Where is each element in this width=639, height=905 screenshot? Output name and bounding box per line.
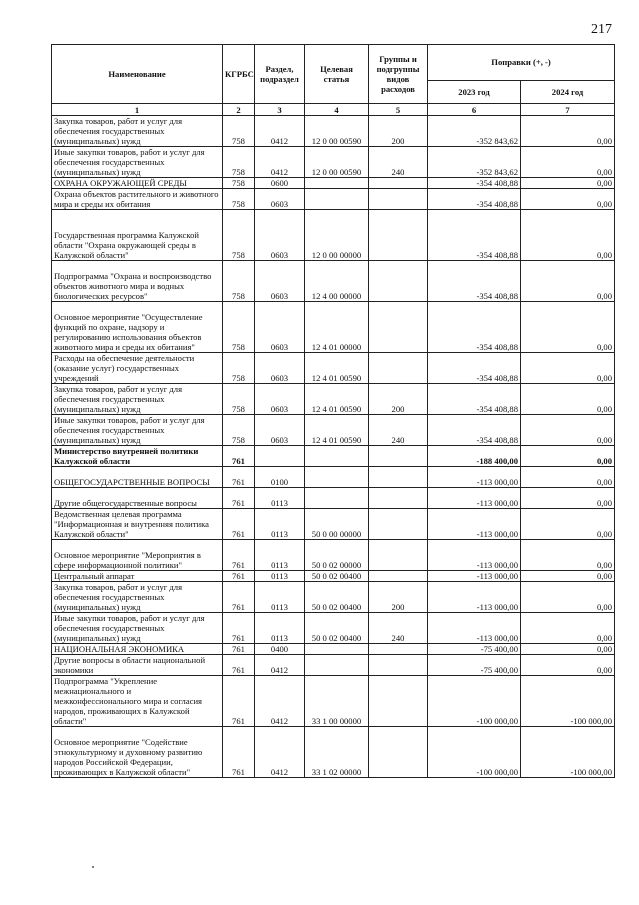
row-target-cell: 33 1 02 00000 [305,727,369,778]
row-kgrbs-cell: 761 [223,655,255,676]
table-row [52,644,615,655]
row-amount-2023-cell: -113 000,00 [428,613,521,644]
row-target-cell: 12 0 00 00590 [305,147,369,178]
row-group-cell [369,353,428,384]
row-amount-2024-cell: 0,00 [521,488,615,509]
table-row [52,655,615,676]
row-amount-2024-cell: -100 000,00 [521,727,615,778]
header-amendments: Поправки (+, -) [428,45,615,81]
page-number: 217 [591,22,612,37]
row-section-cell: 0400 [255,644,305,655]
header-row [52,45,615,81]
row-kgrbs-cell: 761 [223,488,255,509]
row-kgrbs-cell: 761 [223,644,255,655]
row-name-cell: Основное мероприятие "Мероприятия в сфере информационной политики" [52,540,223,571]
row-amount-2023-cell: -352 843,62 [428,147,521,178]
row-group-cell [369,467,428,488]
row-group-cell [369,644,428,655]
row-kgrbs-cell: 758 [223,189,255,210]
row-amount-2024-cell: 0,00 [521,571,615,582]
row-group-cell: 200 [369,384,428,415]
row-kgrbs-cell: 758 [223,384,255,415]
row-name-cell: Подпрограмма "Охрана и воспроизводство объектов животного мира и водных биологических ресурсов" [52,261,223,302]
row-group-cell [369,676,428,727]
table-body [52,116,615,778]
row-amount-2023-cell: -113 000,00 [428,540,521,571]
column-number: 1 [52,104,223,116]
row-amount-2023-cell: -354 408,88 [428,261,521,302]
row-amount-2023-cell: -75 400,00 [428,655,521,676]
row-target-cell [305,655,369,676]
row-group-cell [369,302,428,353]
table-row [52,540,615,571]
row-amount-2024-cell: 0,00 [521,582,615,613]
row-section-cell: 0603 [255,261,305,302]
table-row [52,582,615,613]
table-row [52,467,615,488]
row-kgrbs-cell: 761 [223,613,255,644]
row-amount-2023-cell: -100 000,00 [428,727,521,778]
row-amount-2023-cell: -113 000,00 [428,571,521,582]
row-kgrbs-cell: 758 [223,178,255,189]
row-group-cell [369,509,428,540]
row-amount-2023-cell: -354 408,88 [428,384,521,415]
row-amount-2024-cell: 0,00 [521,467,615,488]
row-section-cell: 0412 [255,116,305,147]
row-amount-2023-cell: -113 000,00 [428,488,521,509]
row-kgrbs-cell: 761 [223,509,255,540]
header-groups: Группы и подгруппы видов расходов [369,45,428,104]
row-name-cell: Закупка товаров, работ и услуг для обеспечения государственных (муниципальных) нужд [52,384,223,415]
row-kgrbs-cell: 761 [223,727,255,778]
row-kgrbs-cell: 758 [223,353,255,384]
row-kgrbs-cell: 758 [223,210,255,261]
row-group-cell [369,189,428,210]
row-amount-2024-cell: 0,00 [521,178,615,189]
row-section-cell: 0603 [255,353,305,384]
row-amount-2024-cell: 0,00 [521,302,615,353]
row-amount-2023-cell: -113 000,00 [428,467,521,488]
row-section-cell: 0412 [255,147,305,178]
row-group-cell [369,540,428,571]
row-name-cell: Закупка товаров, работ и услуг для обеспечения государственных (муниципальных) нужд [52,582,223,613]
row-group-cell [369,488,428,509]
column-number: 5 [369,104,428,116]
table-row [52,261,615,302]
column-numbers-row [52,104,615,116]
row-section-cell: 0113 [255,582,305,613]
row-section-cell: 0412 [255,676,305,727]
row-name-cell: Министерство внутренней политики Калужской области [52,446,223,467]
header-year-2023: 2023 год [428,80,521,103]
row-amount-2024-cell: 0,00 [521,655,615,676]
row-section-cell [255,446,305,467]
row-name-cell: Закупка товаров, работ и услуг для обеспечения государственных (муниципальных) нужд [52,116,223,147]
row-name-cell: ОБЩЕГОСУДАРСТВЕННЫЕ ВОПРОСЫ [52,467,223,488]
column-number: 2 [223,104,255,116]
row-section-cell: 0113 [255,540,305,571]
row-section-cell: 0603 [255,302,305,353]
row-name-cell: НАЦИОНАЛЬНАЯ ЭКОНОМИКА [52,644,223,655]
row-target-cell [305,189,369,210]
row-amount-2024-cell: -100 000,00 [521,676,615,727]
row-target-cell: 12 4 01 00590 [305,384,369,415]
row-name-cell: Расходы на обеспечение деятельности (оказание услуг) государственных учреждений [52,353,223,384]
row-name-cell: Иные закупки товаров, работ и услуг для обеспечения государственных (муниципальных) нужд [52,613,223,644]
row-amount-2024-cell: 0,00 [521,353,615,384]
row-group-cell: 240 [369,147,428,178]
table-row [52,613,615,644]
row-target-cell [305,488,369,509]
row-name-cell: Другие общегосударственные вопросы [52,488,223,509]
row-kgrbs-cell: 758 [223,415,255,446]
row-name-cell: Иные закупки товаров, работ и услуг для обеспечения государственных (муниципальных) нужд [52,147,223,178]
table-row [52,210,615,261]
row-amount-2024-cell: 0,00 [521,613,615,644]
table-row [52,509,615,540]
table-row [52,116,615,147]
row-amount-2024-cell: 0,00 [521,116,615,147]
table-row [52,353,615,384]
row-section-cell: 0603 [255,415,305,446]
row-section-cell: 0603 [255,384,305,415]
row-amount-2024-cell: 0,00 [521,147,615,178]
header-name: Наименование [52,45,223,104]
row-target-cell: 50 0 02 00400 [305,582,369,613]
row-section-cell: 0412 [255,727,305,778]
row-target-cell: 50 0 02 00400 [305,571,369,582]
row-target-cell [305,446,369,467]
row-kgrbs-cell: 758 [223,302,255,353]
row-amount-2023-cell: -113 000,00 [428,582,521,613]
row-name-cell: Подпрограмма "Укрепление межнационального и межконфессионального мира и согласия народов, проживающих в Калужской области" [52,676,223,727]
table-row [52,189,615,210]
row-amount-2023-cell: -354 408,88 [428,189,521,210]
row-section-cell: 0100 [255,467,305,488]
column-number: 3 [255,104,305,116]
row-amount-2023-cell: -354 408,88 [428,302,521,353]
row-name-cell: Центральный аппарат [52,571,223,582]
row-target-cell: 12 0 00 00000 [305,210,369,261]
row-amount-2024-cell: 0,00 [521,189,615,210]
row-group-cell: 240 [369,415,428,446]
row-target-cell: 50 0 02 00000 [305,540,369,571]
header-target: Целевая статья [305,45,369,104]
row-amount-2024-cell: 0,00 [521,415,615,446]
row-amount-2023-cell: -352 843,62 [428,116,521,147]
row-amount-2024-cell: 0,00 [521,210,615,261]
table-row [52,147,615,178]
table-row [52,676,615,727]
row-amount-2023-cell: -354 408,88 [428,210,521,261]
row-group-cell [369,261,428,302]
row-kgrbs-cell: 761 [223,540,255,571]
row-section-cell: 0600 [255,178,305,189]
row-section-cell: 0113 [255,488,305,509]
row-amount-2023-cell: -354 408,88 [428,178,521,189]
row-target-cell: 12 4 01 00590 [305,353,369,384]
row-amount-2023-cell: -75 400,00 [428,644,521,655]
table-row [52,727,615,778]
table-row [52,384,615,415]
row-group-cell [369,655,428,676]
row-target-cell: 12 4 00 00000 [305,261,369,302]
row-amount-2023-cell: -188 400,00 [428,446,521,467]
header-section: Раздел, подраздел [255,45,305,104]
row-target-cell [305,178,369,189]
row-amount-2024-cell: 0,00 [521,644,615,655]
row-name-cell: Государственная программа Калужской области "Охрана окружающей среды в Калужской области" [52,210,223,261]
row-amount-2023-cell: -113 000,00 [428,509,521,540]
row-section-cell: 0603 [255,210,305,261]
row-kgrbs-cell: 761 [223,676,255,727]
row-group-cell [369,571,428,582]
row-target-cell: 50 0 02 00400 [305,613,369,644]
row-kgrbs-cell: 758 [223,116,255,147]
row-section-cell: 0113 [255,509,305,540]
row-kgrbs-cell: 758 [223,147,255,178]
row-name-cell: Охрана объектов растительного и животного мира и среды их обитания [52,189,223,210]
row-kgrbs-cell: 761 [223,446,255,467]
row-section-cell: 0113 [255,571,305,582]
table-row [52,415,615,446]
row-amount-2024-cell: 0,00 [521,540,615,571]
row-amount-2023-cell: -100 000,00 [428,676,521,727]
row-target-cell [305,467,369,488]
row-name-cell: Основное мероприятие "Содействие этнокультурному и духовному развитию народов Российской Федерации, проживающих в Калужской области" [52,727,223,778]
column-number: 6 [428,104,521,116]
row-section-cell: 0412 [255,655,305,676]
table-row [52,302,615,353]
table-row [52,446,615,467]
row-group-cell: 240 [369,613,428,644]
row-kgrbs-cell: 758 [223,261,255,302]
table-row [52,488,615,509]
row-target-cell: 12 4 01 00590 [305,415,369,446]
table-row [52,571,615,582]
header-year-2024: 2024 год [521,80,615,103]
row-kgrbs-cell: 761 [223,467,255,488]
row-group-cell: 200 [369,116,428,147]
row-group-cell [369,178,428,189]
row-section-cell: 0113 [255,613,305,644]
row-name-cell: Иные закупки товаров, работ и услуг для обеспечения государственных (муниципальных) нужд [52,415,223,446]
scan-speck [92,866,94,868]
row-name-cell: Другие вопросы в области национальной экономики [52,655,223,676]
row-group-cell [369,210,428,261]
row-amount-2024-cell: 0,00 [521,261,615,302]
row-amount-2024-cell: 0,00 [521,446,615,467]
budget-amendments-table [51,44,615,778]
column-number: 4 [305,104,369,116]
row-group-cell [369,727,428,778]
row-target-cell: 12 4 01 00000 [305,302,369,353]
row-kgrbs-cell: 761 [223,571,255,582]
row-target-cell: 12 0 00 00590 [305,116,369,147]
row-target-cell: 50 0 00 00000 [305,509,369,540]
row-amount-2023-cell: -354 408,88 [428,415,521,446]
row-name-cell: ОХРАНА ОКРУЖАЮЩЕЙ СРЕДЫ [52,178,223,189]
table-row [52,178,615,189]
row-name-cell: Ведомственная целевая программа "Информационная и внутренняя политика Калужской области" [52,509,223,540]
row-name-cell: Основное мероприятие "Осуществление функций по охране, надзору и регулированию использования объектов животного мира и среды их обитания" [52,302,223,353]
row-kgrbs-cell: 761 [223,582,255,613]
row-target-cell [305,644,369,655]
row-group-cell: 200 [369,582,428,613]
column-number: 7 [521,104,615,116]
row-target-cell: 33 1 00 00000 [305,676,369,727]
row-amount-2023-cell: -354 408,88 [428,353,521,384]
row-group-cell [369,446,428,467]
row-amount-2024-cell: 0,00 [521,384,615,415]
row-section-cell: 0603 [255,189,305,210]
row-amount-2024-cell: 0,00 [521,509,615,540]
header-kgrbs: КГРБС [223,45,255,104]
